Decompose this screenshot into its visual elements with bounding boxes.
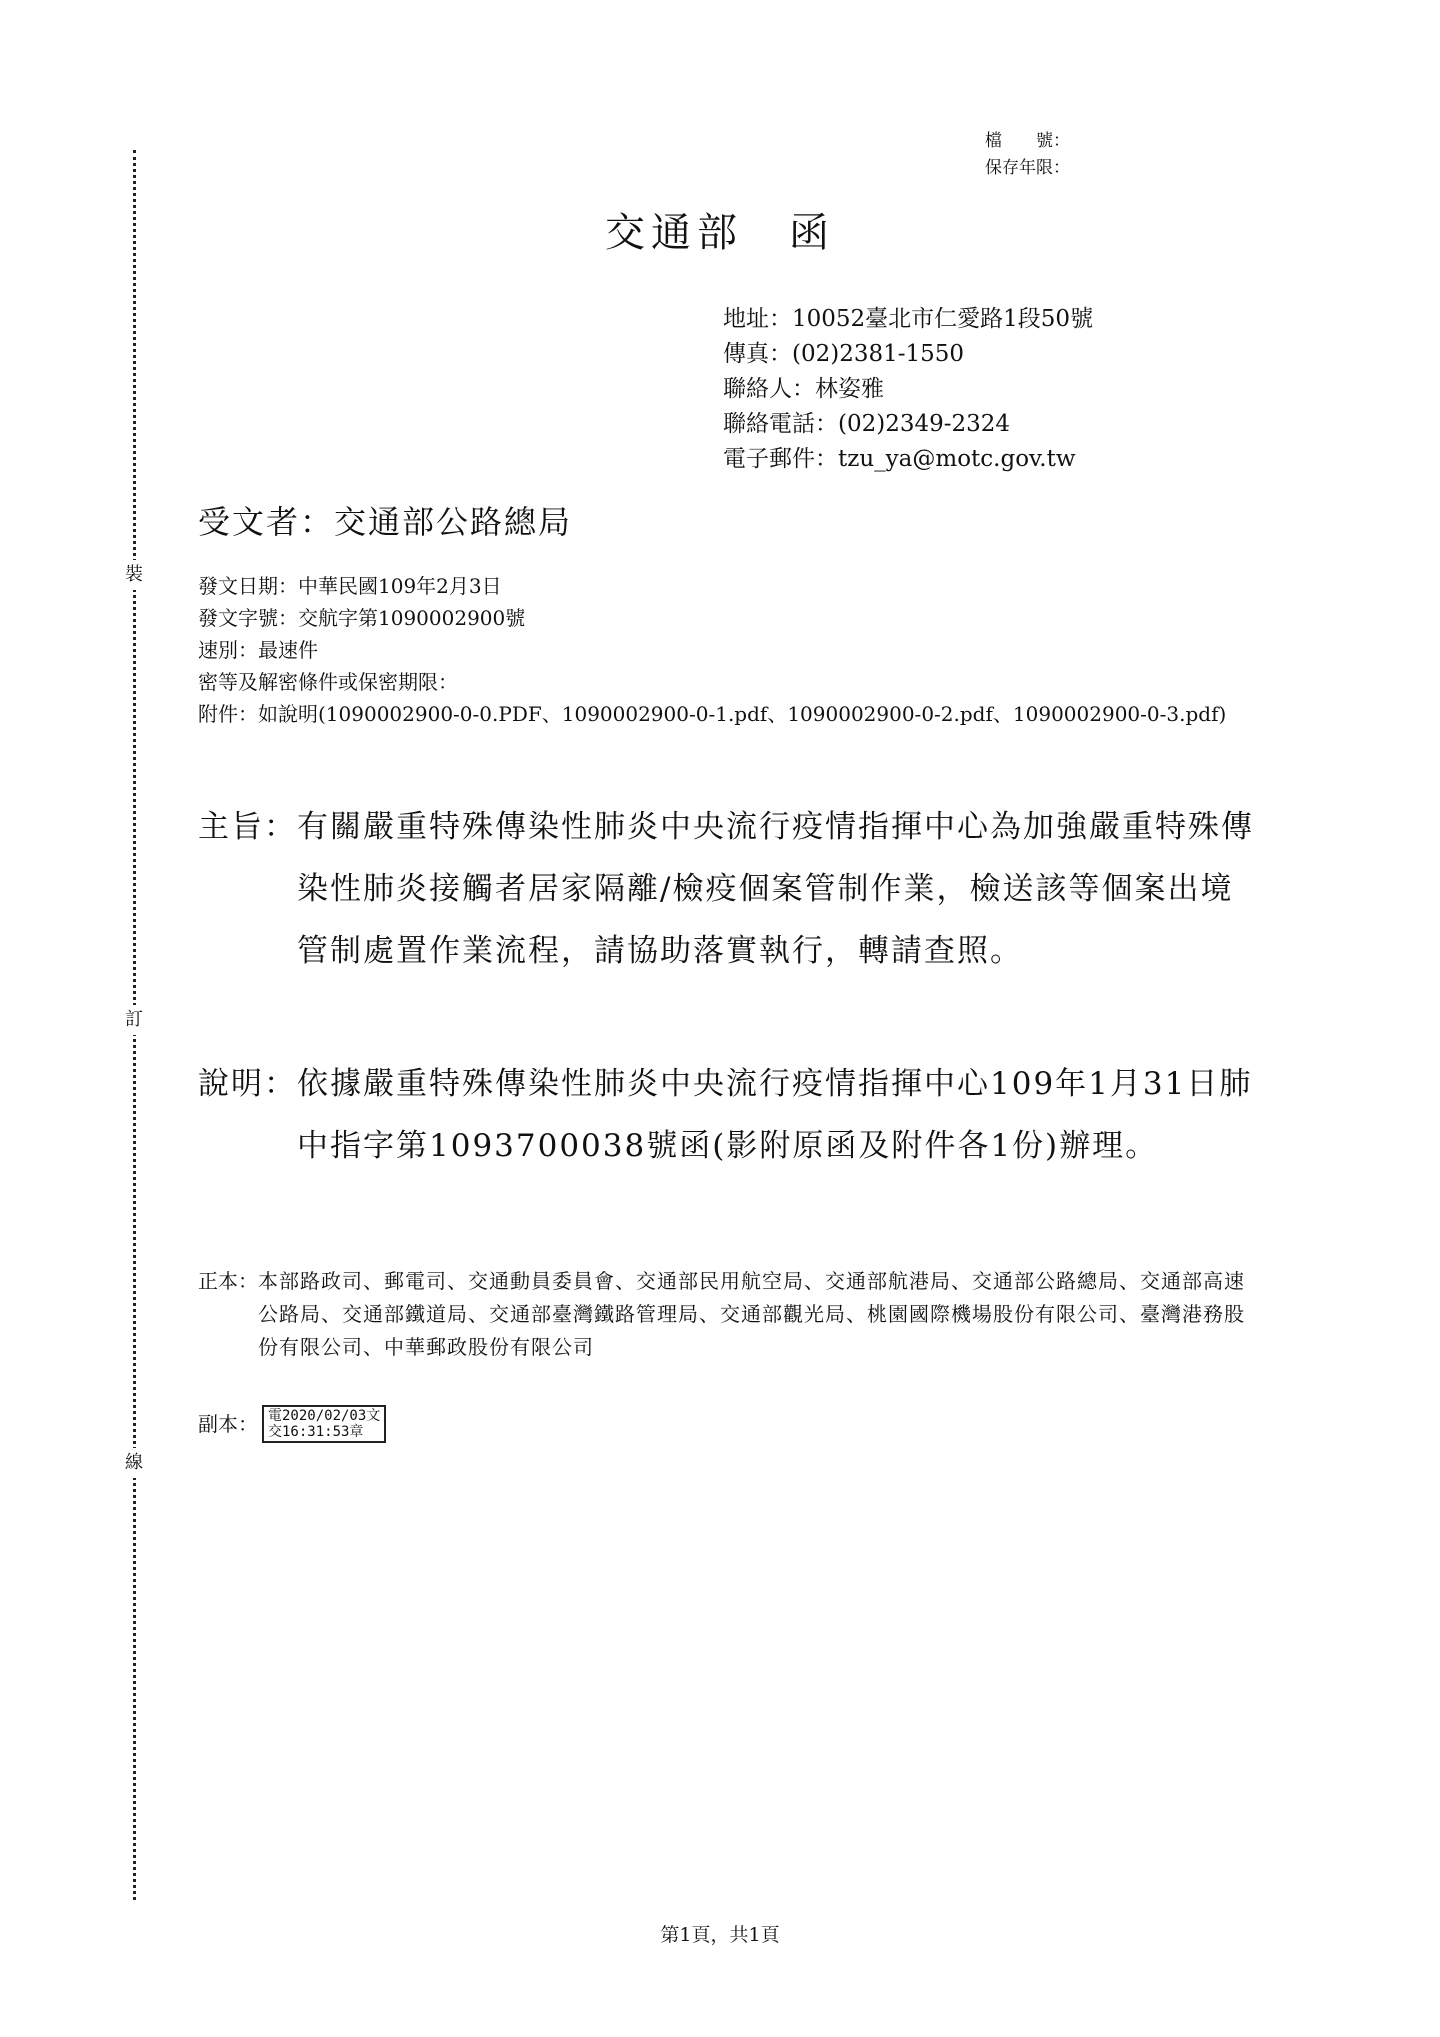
- binding-char-xian: 線: [118, 1448, 150, 1478]
- secrecy-row: [198, 666, 1258, 698]
- stamp-line-2: 交16:31:53章: [268, 1424, 364, 1440]
- attachment-label: 附件：: [198, 702, 258, 726]
- issue-date-label: 發文日期：: [198, 574, 298, 598]
- contact-address: 地址：10052臺北市仁愛路1段50號: [723, 306, 1094, 332]
- cc-label: 副本：: [198, 1411, 258, 1436]
- secrecy: [458, 666, 1258, 698]
- copies-text: 本部路政司、郵電司、交通動員委員會、交通部民用航空局、交通部航港局、交通部公路總局、交通部高速公路局、交通部鐵道局、交通部臺灣鐵路管理局、交通部觀光局、桃園國際機場股份有限公司、臺灣港務股份有限公司、中華郵政股份有限公司: [258, 1269, 1245, 1359]
- speed-row: [198, 634, 1258, 666]
- subject-text: 有關嚴重特殊傳染性肺炎中央流行疫情指揮中心為加強嚴重特殊傳染性肺炎接觸者居家隔離/檢疫個案管制作業，檢送該等個案出境管制處置作業流程，請協助落實執行，轉請查照。: [297, 809, 1254, 969]
- page-number: 第1頁，共1頁: [660, 1924, 780, 1946]
- issue-date: 中華民國109年2月3日: [298, 574, 502, 598]
- issue-number: 交航字第1090002900號: [298, 606, 526, 630]
- explanation-section: [198, 1053, 1258, 1177]
- file-meta: [985, 128, 1070, 182]
- recipient: 受文者：交通部公路總局: [198, 503, 573, 541]
- retention-label: 保存年限：: [985, 158, 1070, 178]
- subject-section: [198, 796, 1258, 982]
- issue-date-row: [198, 570, 1258, 602]
- contact-email: 電子郵件：tzu_ya@motc.gov.tw: [723, 446, 1076, 472]
- contact-block: [723, 302, 1093, 477]
- archive-no-label: 檔 號：: [985, 131, 1070, 151]
- cc-section: [198, 1405, 386, 1443]
- document-meta: [198, 570, 1258, 730]
- copies-section: [198, 1265, 1260, 1364]
- copies-label: 正本：: [198, 1269, 258, 1293]
- secrecy-label: 密等及解密條件或保密期限：: [198, 670, 458, 694]
- attachment-list: 如說明(1090002900-0-0.PDF、1090002900-0-1.pdf、1090002900-0-2.pdf、1090002900-0-3.pdf): [258, 702, 1227, 726]
- contact-phone: 聯絡電話：(02)2349-2324: [723, 411, 1011, 437]
- electronic-stamp: [262, 1405, 386, 1443]
- attachment-row: [198, 698, 1258, 730]
- speed-label: 速別：: [198, 638, 258, 662]
- contact-person: 聯絡人：林姿雅: [723, 376, 884, 402]
- issue-number-row: [198, 602, 1258, 634]
- subject-label: 主旨：: [198, 809, 297, 845]
- stamp-line-1: 電2020/02/03文: [268, 1408, 381, 1424]
- explanation-label: 說明：: [198, 1066, 297, 1102]
- contact-fax: 傳真：(02)2381-1550: [723, 341, 965, 367]
- document-title: 交通部 函: [605, 210, 835, 256]
- binding-char-zhuang: 裝: [118, 560, 150, 590]
- speed: 最速件: [258, 638, 318, 662]
- binding-char-ding: 訂: [118, 1005, 150, 1035]
- issue-number-label: 發文字號：: [198, 606, 298, 630]
- explanation-text: 依據嚴重特殊傳染性肺炎中央流行疫情指揮中心109年1月31日肺中指字第1093700038號函(影附原函及附件各1份)辦理。: [297, 1066, 1253, 1164]
